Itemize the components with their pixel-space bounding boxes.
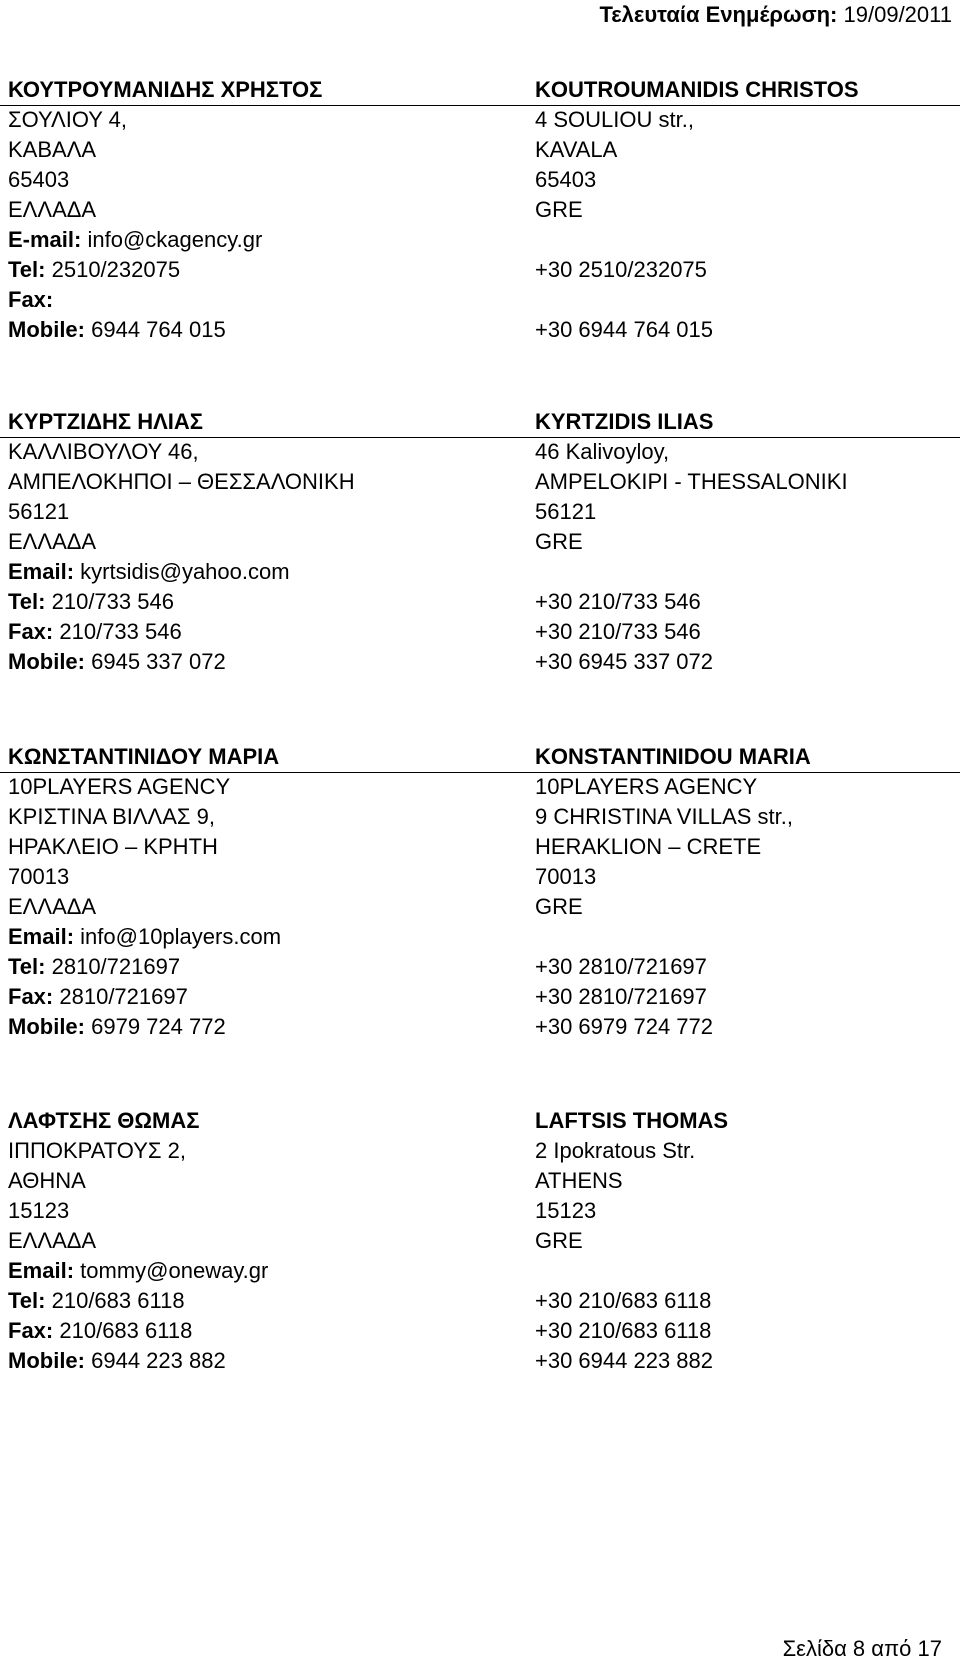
- city-english: AMPELOKIPI - THESSALONIKI: [535, 469, 848, 494]
- fax-intl: +30 2810/721697: [535, 984, 707, 1009]
- email-label: E-mail:: [8, 227, 82, 252]
- mobile-intl: +30 6944 764 015: [535, 317, 714, 342]
- email-label: Email:: [8, 1258, 75, 1283]
- name-greek: ΚΟΥΤΡΟΥΜΑΝΙΔΗΣ ΧΡΗΣΤΟΣ: [8, 77, 323, 102]
- name-greek: ΚΥΡΤΖΙΔΗΣ ΗΛΙΑΣ: [8, 409, 204, 434]
- email-row: [0, 1256, 960, 1286]
- zip-row: [0, 862, 960, 892]
- city-english: KAVALA: [535, 137, 618, 162]
- mobile-row: [0, 1012, 960, 1042]
- tel-row: [0, 255, 960, 285]
- mobile-label: Mobile:: [8, 649, 85, 674]
- tel-intl: +30 2810/721697: [535, 954, 707, 979]
- street-row: [0, 802, 960, 832]
- city-greek: ΑΘΗΝΑ: [8, 1168, 86, 1193]
- entry-title-row: [0, 75, 960, 105]
- name-greek: ΛΑΦΤΣΗΣ ΘΩΜΑΣ: [8, 1108, 200, 1133]
- zip-greek: 70013: [8, 864, 70, 889]
- company-greek: 10PLAYERS AGENCY: [8, 774, 231, 799]
- country-greek: ΕΛΛΑΔΑ: [8, 894, 97, 919]
- fax-intl: +30 210/683 6118: [535, 1318, 712, 1343]
- zip-english: 15123: [535, 1198, 597, 1223]
- fax-row: [0, 617, 960, 647]
- tel-value: 210/733 546: [51, 589, 174, 614]
- mobile-label: Mobile:: [8, 1348, 85, 1373]
- name-english: KYRTZIDIS ILIAS: [535, 409, 714, 434]
- tel-row: [0, 1286, 960, 1316]
- fax-label: Fax:: [8, 1318, 54, 1343]
- city-greek: ΚΑΒΑΛΑ: [8, 137, 97, 162]
- company-row: [0, 772, 960, 802]
- zip-greek: 56121: [8, 499, 70, 524]
- mobile-value: 6979 724 772: [91, 1014, 226, 1039]
- zip-english: 56121: [535, 499, 597, 524]
- email-link[interactable]: tommy@oneway.gr: [80, 1258, 269, 1283]
- city-row: [0, 1166, 960, 1196]
- entry-title-row: [0, 742, 960, 772]
- mobile-label: Mobile:: [8, 317, 85, 342]
- tel-label: Tel:: [8, 257, 46, 282]
- street-row: [0, 1136, 960, 1166]
- street-greek: ΙΠΠΟΚΡΑΤΟΥΣ 2,: [8, 1138, 186, 1163]
- fax-label: Fax:: [8, 619, 54, 644]
- street-greek: ΚΑΛΛΙΒΟΥΛΟΥ 46,: [8, 439, 199, 464]
- tel-value: 210/683 6118: [51, 1288, 185, 1313]
- email-row: [0, 922, 960, 952]
- city-greek: ΑΜΠΕΛΟΚΗΠΟΙ – ΘΕΣΣΑΛΟΝΙΚΗ: [8, 469, 355, 494]
- name-english: KOUTROUMANIDIS CHRISTOS: [535, 77, 859, 102]
- tel-intl: +30 210/733 546: [535, 589, 701, 614]
- street-english: 4 SOULIOU str.,: [535, 107, 694, 132]
- fax-label: Fax:: [8, 984, 54, 1009]
- country-greek: ΕΛΛΑΔΑ: [8, 1228, 97, 1253]
- country-row: [0, 892, 960, 922]
- fax-value: 210/733 546: [59, 619, 182, 644]
- fax-row: [0, 982, 960, 1012]
- mobile-label: Mobile:: [8, 1014, 85, 1039]
- zip-row: [0, 165, 960, 195]
- company-english: 10PLAYERS AGENCY: [535, 774, 758, 799]
- fax-row: [0, 285, 960, 315]
- fax-row: [0, 1316, 960, 1346]
- last-update: [599, 2, 952, 28]
- fax-label: Fax:: [8, 287, 54, 312]
- mobile-intl: +30 6979 724 772: [535, 1014, 714, 1039]
- fax-intl: +30 210/733 546: [535, 619, 701, 644]
- zip-row: [0, 1196, 960, 1226]
- mobile-row: [0, 315, 960, 345]
- country-row: [0, 1226, 960, 1256]
- country-english: GRE: [535, 197, 583, 222]
- street-greek: ΣΟΥΛΙΟΥ 4,: [8, 107, 127, 132]
- last-update-label: Τελευταία Ενημέρωση:: [599, 2, 838, 27]
- zip-greek: 65403: [8, 167, 70, 192]
- street-english: 46 Kalivoyloy,: [535, 439, 670, 464]
- contact-entry: [0, 1106, 960, 1376]
- tel-row: [0, 587, 960, 617]
- zip-greek: 15123: [8, 1198, 70, 1223]
- country-row: [0, 527, 960, 557]
- mobile-value: 6945 337 072: [91, 649, 226, 674]
- fax-value: 2810/721697: [59, 984, 188, 1009]
- email-row: [0, 557, 960, 587]
- street-english: 2 Ipokratous Str.: [535, 1138, 696, 1163]
- city-row: [0, 467, 960, 497]
- city-greek: ΗΡΑΚΛΕΙΟ – ΚΡΗΤΗ: [8, 834, 218, 859]
- street-greek: ΚΡΙΣΤΙΝΑ ΒΙΛΛΑΣ 9,: [8, 804, 215, 829]
- country-row: [0, 195, 960, 225]
- tel-row: [0, 952, 960, 982]
- street-english: 9 CHRISTINA VILLAS str.,: [535, 804, 793, 829]
- mobile-intl: +30 6944 223 882: [535, 1348, 714, 1373]
- zip-english: 70013: [535, 864, 597, 889]
- page-number: Σελίδα 8 από 17: [782, 1636, 942, 1661]
- mobile-intl: +30 6945 337 072: [535, 649, 714, 674]
- name-greek: ΚΩΝΣΤΑΝΤΙΝΙΔΟΥ ΜΑΡΙΑ: [8, 744, 280, 769]
- contact-entry: [0, 742, 960, 1042]
- name-english: LAFTSIS THOMAS: [535, 1108, 729, 1133]
- tel-value: 2810/721697: [51, 954, 181, 979]
- country-english: GRE: [535, 894, 583, 919]
- mobile-value: 6944 223 882: [91, 1348, 226, 1373]
- city-row: [0, 832, 960, 862]
- tel-label: Tel:: [8, 1288, 46, 1313]
- mobile-value: 6944 764 015: [91, 317, 226, 342]
- tel-intl: +30 2510/232075: [535, 257, 707, 282]
- mobile-row: [0, 647, 960, 677]
- tel-label: Tel:: [8, 954, 46, 979]
- entry-title-row: [0, 407, 960, 437]
- country-greek: ΕΛΛΑΔΑ: [8, 197, 97, 222]
- zip-english: 65403: [535, 167, 597, 192]
- tel-intl: +30 210/683 6118: [535, 1288, 712, 1313]
- email-row: [0, 225, 960, 255]
- email-link[interactable]: info@10players.com: [80, 924, 282, 949]
- email-link[interactable]: info@ckagency.gr: [87, 227, 263, 252]
- country-greek: ΕΛΛΑΔΑ: [8, 529, 97, 554]
- mobile-row: [0, 1346, 960, 1376]
- tel-value: 2510/232075: [51, 257, 181, 282]
- country-english: GRE: [535, 1228, 583, 1253]
- street-row: [0, 105, 960, 135]
- contact-entry: [0, 75, 960, 345]
- email-link[interactable]: kyrtsidis@yahoo.com: [80, 559, 290, 584]
- city-english: ATHENS: [535, 1168, 623, 1193]
- email-label: Email:: [8, 559, 75, 584]
- contact-entry: [0, 407, 960, 677]
- street-row: [0, 437, 960, 467]
- zip-row: [0, 497, 960, 527]
- last-update-date: 19/09/2011: [843, 2, 952, 27]
- fax-value: 210/683 6118: [59, 1318, 193, 1343]
- city-english: HERAKLION – CRETE: [535, 834, 762, 859]
- tel-label: Tel:: [8, 589, 46, 614]
- country-english: GRE: [535, 529, 583, 554]
- name-english: KONSTANTINIDOU MARIA: [535, 744, 811, 769]
- city-row: [0, 135, 960, 165]
- email-label: Email:: [8, 924, 75, 949]
- entry-title-row: [0, 1106, 960, 1136]
